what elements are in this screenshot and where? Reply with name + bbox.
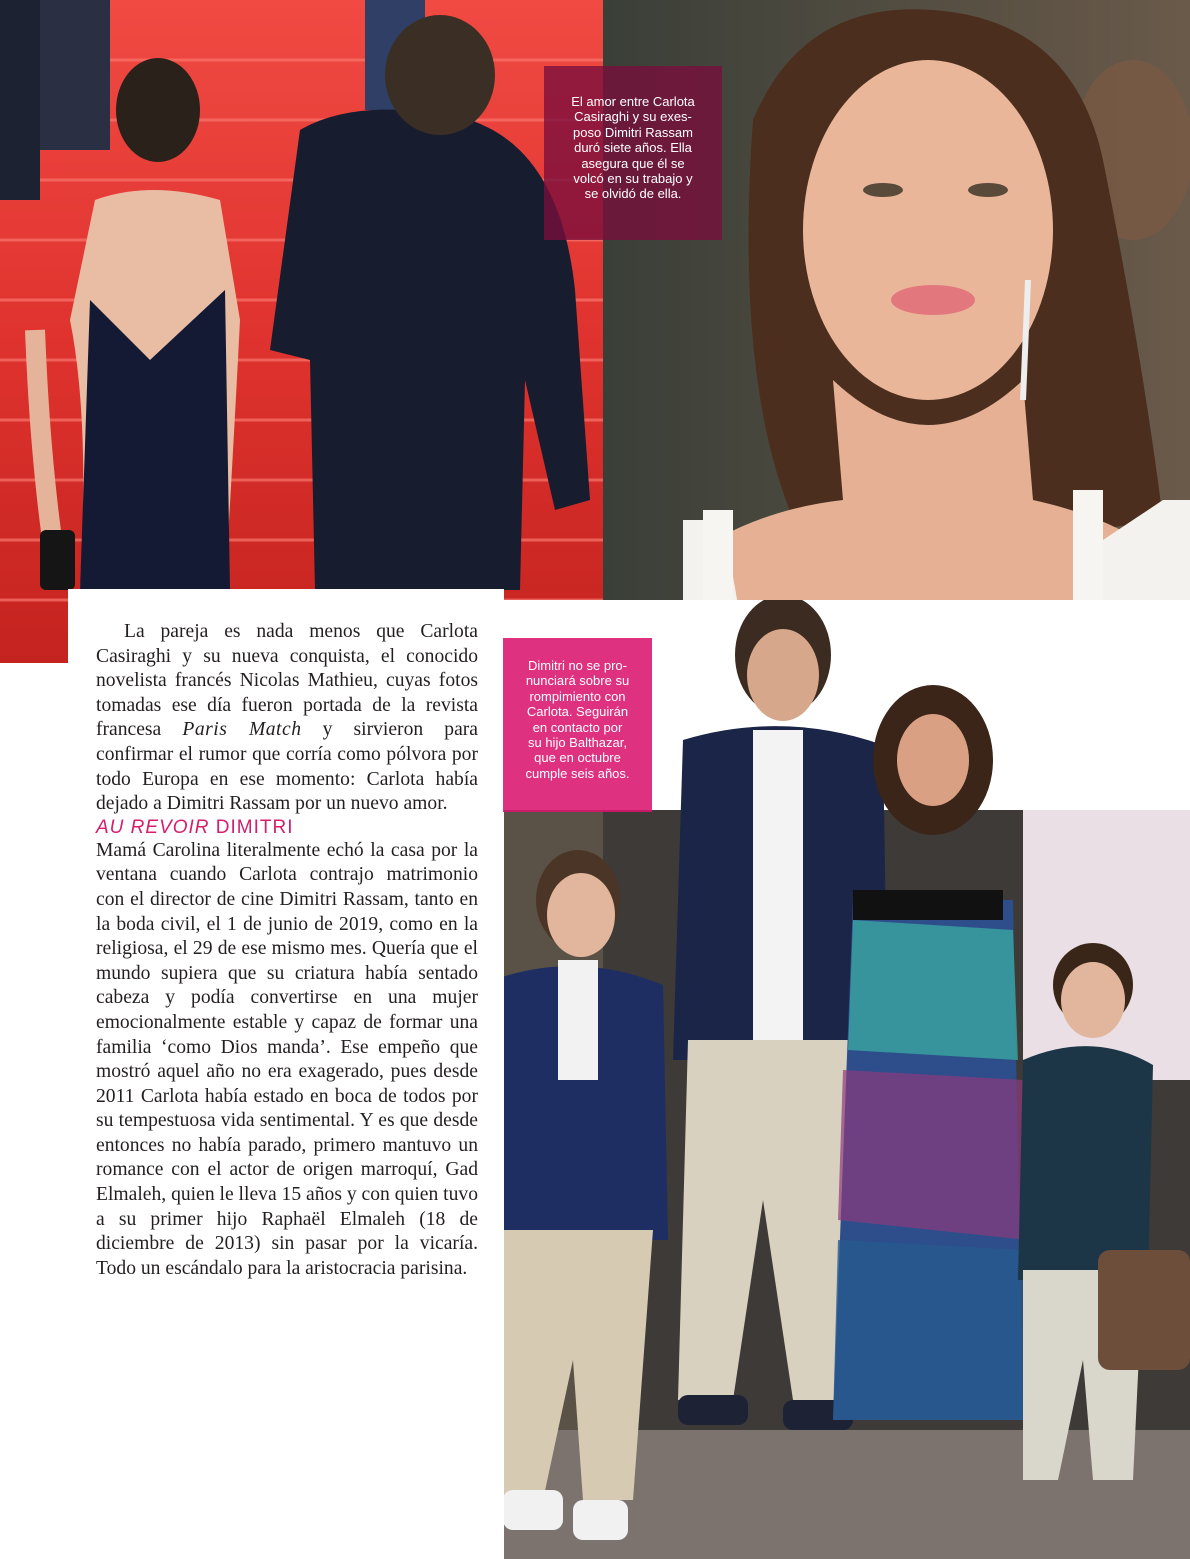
- caption-line: volcó en su trabajo y: [573, 171, 693, 187]
- magazine-name: Paris Match: [182, 719, 302, 741]
- caption-line: Casiraghi y su exes-: [574, 109, 692, 125]
- photo-caption-breakup: [544, 66, 722, 240]
- caption-line: Carlota. Seguirán: [526, 704, 629, 720]
- article-body: [96, 620, 478, 1281]
- subhead-italic: AU REVOIR: [96, 816, 210, 838]
- caption-line: Dimitri no se pro-: [528, 658, 627, 673]
- photo-couple-red-carpet-stairs: [0, 0, 603, 663]
- caption-line: duró siete años. Ella: [574, 140, 692, 156]
- caption-line: se olvidó de ella.: [584, 186, 682, 202]
- lede-text-end: y sirvieron para confirmar el rumor que corría como pólvora por todo Europa en ese momento: Carlota había dejado a Dimitri Rassam por un nuevo amor.: [96, 719, 478, 815]
- caption-line: poso Dimitri Rassam: [573, 124, 693, 140]
- caption-line: su hijo Balthazar,: [527, 735, 627, 751]
- section-subhead: [96, 817, 478, 839]
- photo-caption-contact: [503, 638, 652, 812]
- lede-text-start: La pareja es nada menos que Carlota Casiraghi y su nueva conquista, el conocido novelista francés Nicolas Mathieu, cuyas fotos tomadas ese día fueron portada de la revista francesa: [96, 621, 478, 741]
- article-lede: [96, 620, 478, 817]
- caption-line: cumple seis años.: [525, 765, 630, 781]
- caption-line: en contacto por: [532, 719, 623, 735]
- caption-line: asegura que él se: [581, 155, 685, 171]
- caption-line: rompimiento con: [529, 688, 626, 704]
- caption-line: El amor entre Carlota: [571, 94, 695, 109]
- caption-line: nunciará sobre su: [525, 673, 630, 689]
- caption-line: que en octubre: [534, 750, 621, 766]
- subhead-name: DIMITRI: [209, 816, 294, 838]
- article-paragraph: Mamá Carolina literalmente echó la casa por la ventana cuando Carlota contrajo matrimonio con el director de cine Dimitri Rassam, tanto en la boda civil, el 1 de junio de 2019, como en la religiosa, el 29 de ese mismo mes. Quería que el mundo supiera que su criatura había sentado cabeza y podía convertirse en una mujer emocionalmente estable y capaz de formar una familia ‘como Dios manda’. Ese empeño que mostró aquel año no era exagerado, pues desde 2011 Carlota había estado en boca de todos por su tempestuosa vida sentimental. Y es que desde entonces no había parado, primero mantuvo un romance con el actor de origen marroquí, Gad Elmaleh, quien le lleva 15 años y con quien tuvo a su primer hijo Raphaël Elmaleh (18 de diciembre de 2013) sin pasar por la vicaría. Todo un escándalo para la aristocracia parisina.: [96, 839, 478, 1279]
